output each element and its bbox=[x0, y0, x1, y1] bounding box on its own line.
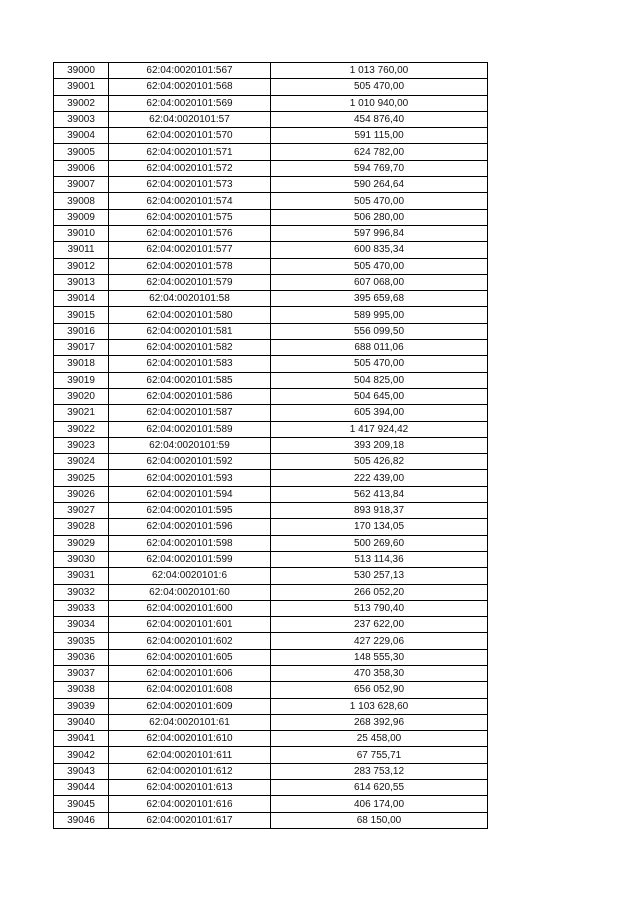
cadastral-number-cell: 62:04:0020101:599 bbox=[109, 551, 271, 567]
cadastral-number-cell: 62:04:0020101:600 bbox=[109, 600, 271, 616]
table-row bbox=[54, 796, 488, 812]
cadastral-number-cell: 62:04:0020101:568 bbox=[109, 79, 271, 95]
table-row bbox=[54, 747, 488, 763]
table-row bbox=[54, 307, 488, 323]
cadastral-number-cell: 62:04:0020101:589 bbox=[109, 421, 271, 437]
cadastral-value-cell: 1 417 924,42 bbox=[271, 421, 488, 437]
cadastral-number-cell: 62:04:0020101:617 bbox=[109, 812, 271, 828]
row-number-cell: 39026 bbox=[54, 486, 109, 502]
cadastral-value-cell: 1 103 628,60 bbox=[271, 698, 488, 714]
cadastral-number-cell: 62:04:0020101:605 bbox=[109, 649, 271, 665]
row-number-cell: 39016 bbox=[54, 323, 109, 339]
table-row bbox=[54, 79, 488, 95]
table-row bbox=[54, 421, 488, 437]
row-number-cell: 39028 bbox=[54, 519, 109, 535]
table-row bbox=[54, 63, 488, 79]
table-row bbox=[54, 584, 488, 600]
cadastral-number-cell: 62:04:0020101:579 bbox=[109, 274, 271, 290]
table-row bbox=[54, 323, 488, 339]
row-number-cell: 39015 bbox=[54, 307, 109, 323]
cadastral-value-cell: 594 769,70 bbox=[271, 160, 488, 176]
table-row bbox=[54, 340, 488, 356]
cadastral-number-cell: 62:04:0020101:602 bbox=[109, 633, 271, 649]
table-row bbox=[54, 780, 488, 796]
cadastral-value-cell: 530 257,13 bbox=[271, 568, 488, 584]
table-row bbox=[54, 600, 488, 616]
row-number-cell: 39022 bbox=[54, 421, 109, 437]
cadastral-number-cell: 62:04:0020101:57 bbox=[109, 111, 271, 127]
cadastral-value-cell: 505 426,82 bbox=[271, 454, 488, 470]
row-number-cell: 39034 bbox=[54, 617, 109, 633]
cadastral-value-cell: 237 622,00 bbox=[271, 617, 488, 633]
cadastral-value-cell: 222 439,00 bbox=[271, 470, 488, 486]
cadastral-value-cell: 893 918,37 bbox=[271, 503, 488, 519]
row-number-cell: 39023 bbox=[54, 437, 109, 453]
cadastral-value-cell: 624 782,00 bbox=[271, 144, 488, 160]
table-row bbox=[54, 356, 488, 372]
table-row bbox=[54, 519, 488, 535]
cadastral-value-cell: 614 620,55 bbox=[271, 780, 488, 796]
cadastral-number-cell: 62:04:0020101:576 bbox=[109, 225, 271, 241]
cadastral-value-cell: 504 645,00 bbox=[271, 388, 488, 404]
row-number-cell: 39005 bbox=[54, 144, 109, 160]
table-row bbox=[54, 763, 488, 779]
cadastral-number-cell: 62:04:0020101:577 bbox=[109, 242, 271, 258]
cadastral-value-cell: 395 659,68 bbox=[271, 291, 488, 307]
row-number-cell: 39018 bbox=[54, 356, 109, 372]
row-number-cell: 39035 bbox=[54, 633, 109, 649]
table-row bbox=[54, 372, 488, 388]
row-number-cell: 39011 bbox=[54, 242, 109, 258]
cadastral-number-cell: 62:04:0020101:581 bbox=[109, 323, 271, 339]
cadastral-value-cell: 148 555,30 bbox=[271, 649, 488, 665]
table-row bbox=[54, 698, 488, 714]
table-row bbox=[54, 95, 488, 111]
cadastral-value-cell: 170 134,05 bbox=[271, 519, 488, 535]
cadastral-value-cell: 513 114,36 bbox=[271, 551, 488, 567]
cadastral-value-cell: 1 013 760,00 bbox=[271, 63, 488, 79]
cadastral-value-cell: 67 755,71 bbox=[271, 747, 488, 763]
cadastral-number-cell: 62:04:0020101:616 bbox=[109, 796, 271, 812]
cadastral-value-cell: 427 229,06 bbox=[271, 633, 488, 649]
cadastral-number-cell: 62:04:0020101:593 bbox=[109, 470, 271, 486]
cadastral-number-cell: 62:04:0020101:609 bbox=[109, 698, 271, 714]
table-row bbox=[54, 209, 488, 225]
cadastral-value-cell: 556 099,50 bbox=[271, 323, 488, 339]
row-number-cell: 39044 bbox=[54, 780, 109, 796]
cadastral-number-cell: 62:04:0020101:598 bbox=[109, 535, 271, 551]
row-number-cell: 39025 bbox=[54, 470, 109, 486]
row-number-cell: 39003 bbox=[54, 111, 109, 127]
cadastral-number-cell: 62:04:0020101:575 bbox=[109, 209, 271, 225]
cadastral-value-cell: 506 280,00 bbox=[271, 209, 488, 225]
cadastral-value-cell: 406 174,00 bbox=[271, 796, 488, 812]
table-row bbox=[54, 454, 488, 470]
cadastral-number-cell: 62:04:0020101:61 bbox=[109, 714, 271, 730]
cadastral-number-cell: 62:04:0020101:586 bbox=[109, 388, 271, 404]
cadastral-number-cell: 62:04:0020101:59 bbox=[109, 437, 271, 453]
row-number-cell: 39045 bbox=[54, 796, 109, 812]
row-number-cell: 39043 bbox=[54, 763, 109, 779]
cadastral-number-cell: 62:04:0020101:578 bbox=[109, 258, 271, 274]
cadastral-number-cell: 62:04:0020101:572 bbox=[109, 160, 271, 176]
cadastral-number-cell: 62:04:0020101:567 bbox=[109, 63, 271, 79]
cadastral-value-cell: 591 115,00 bbox=[271, 128, 488, 144]
cadastral-value-cell: 562 413,84 bbox=[271, 486, 488, 502]
row-number-cell: 39004 bbox=[54, 128, 109, 144]
cadastral-number-cell: 62:04:0020101:606 bbox=[109, 665, 271, 681]
row-number-cell: 39000 bbox=[54, 63, 109, 79]
row-number-cell: 39021 bbox=[54, 405, 109, 421]
cadastral-number-cell: 62:04:0020101:60 bbox=[109, 584, 271, 600]
table-row bbox=[54, 649, 488, 665]
row-number-cell: 39038 bbox=[54, 682, 109, 698]
cadastral-value-cell: 268 392,96 bbox=[271, 714, 488, 730]
row-number-cell: 39019 bbox=[54, 372, 109, 388]
cadastral-number-cell: 62:04:0020101:592 bbox=[109, 454, 271, 470]
cadastral-number-cell: 62:04:0020101:608 bbox=[109, 682, 271, 698]
cadastral-number-cell: 62:04:0020101:583 bbox=[109, 356, 271, 372]
cadastral-value-cell: 393 209,18 bbox=[271, 437, 488, 453]
row-number-cell: 39040 bbox=[54, 714, 109, 730]
table-row bbox=[54, 258, 488, 274]
cadastral-value-cell: 68 150,00 bbox=[271, 812, 488, 828]
cadastral-number-cell: 62:04:0020101:601 bbox=[109, 617, 271, 633]
table-row bbox=[54, 405, 488, 421]
row-number-cell: 39031 bbox=[54, 568, 109, 584]
row-number-cell: 39010 bbox=[54, 225, 109, 241]
row-number-cell: 39036 bbox=[54, 649, 109, 665]
cadastral-value-cell: 589 995,00 bbox=[271, 307, 488, 323]
cadastral-number-cell: 62:04:0020101:612 bbox=[109, 763, 271, 779]
table-row bbox=[54, 714, 488, 730]
cadastral-number-cell: 62:04:0020101:573 bbox=[109, 177, 271, 193]
table-row bbox=[54, 242, 488, 258]
table-row bbox=[54, 617, 488, 633]
cadastral-number-cell: 62:04:0020101:6 bbox=[109, 568, 271, 584]
table-row bbox=[54, 128, 488, 144]
row-number-cell: 39008 bbox=[54, 193, 109, 209]
cadastral-number-cell: 62:04:0020101:613 bbox=[109, 780, 271, 796]
cadastral-value-cell: 505 470,00 bbox=[271, 193, 488, 209]
table-row bbox=[54, 437, 488, 453]
table-row bbox=[54, 225, 488, 241]
cadastral-number-cell: 62:04:0020101:596 bbox=[109, 519, 271, 535]
table-row bbox=[54, 388, 488, 404]
table-row bbox=[54, 665, 488, 681]
cadastral-value-cell: 513 790,40 bbox=[271, 600, 488, 616]
table-row bbox=[54, 160, 488, 176]
row-number-cell: 39002 bbox=[54, 95, 109, 111]
row-number-cell: 39017 bbox=[54, 340, 109, 356]
row-number-cell: 39033 bbox=[54, 600, 109, 616]
row-number-cell: 39013 bbox=[54, 274, 109, 290]
cadastral-value-cell: 688 011,06 bbox=[271, 340, 488, 356]
row-number-cell: 39027 bbox=[54, 503, 109, 519]
row-number-cell: 39042 bbox=[54, 747, 109, 763]
row-number-cell: 39024 bbox=[54, 454, 109, 470]
table-row bbox=[54, 111, 488, 127]
table-row bbox=[54, 193, 488, 209]
table-row bbox=[54, 568, 488, 584]
cadastral-number-cell: 62:04:0020101:585 bbox=[109, 372, 271, 388]
cadastral-value-cell: 590 264,64 bbox=[271, 177, 488, 193]
cadastral-number-cell: 62:04:0020101:610 bbox=[109, 731, 271, 747]
row-number-cell: 39041 bbox=[54, 731, 109, 747]
cadastral-number-cell: 62:04:0020101:570 bbox=[109, 128, 271, 144]
table-row bbox=[54, 291, 488, 307]
row-number-cell: 39037 bbox=[54, 665, 109, 681]
cadastral-number-cell: 62:04:0020101:569 bbox=[109, 95, 271, 111]
cadastral-value-cell: 25 458,00 bbox=[271, 731, 488, 747]
cadastral-value-cell: 607 068,00 bbox=[271, 274, 488, 290]
row-number-cell: 39001 bbox=[54, 79, 109, 95]
row-number-cell: 39014 bbox=[54, 291, 109, 307]
cadastral-value-cell: 500 269,60 bbox=[271, 535, 488, 551]
cadastral-number-cell: 62:04:0020101:574 bbox=[109, 193, 271, 209]
table-row bbox=[54, 812, 488, 828]
cadastral-number-cell: 62:04:0020101:611 bbox=[109, 747, 271, 763]
row-number-cell: 39009 bbox=[54, 209, 109, 225]
cadastral-value-cell: 504 825,00 bbox=[271, 372, 488, 388]
cadastral-number-cell: 62:04:0020101:580 bbox=[109, 307, 271, 323]
table-body bbox=[54, 63, 488, 829]
table-row bbox=[54, 177, 488, 193]
table-row bbox=[54, 731, 488, 747]
cadastral-value-cell: 600 835,34 bbox=[271, 242, 488, 258]
row-number-cell: 39007 bbox=[54, 177, 109, 193]
row-number-cell: 39029 bbox=[54, 535, 109, 551]
cadastral-number-cell: 62:04:0020101:595 bbox=[109, 503, 271, 519]
cadastral-number-cell: 62:04:0020101:594 bbox=[109, 486, 271, 502]
cadastral-value-cell: 1 010 940,00 bbox=[271, 95, 488, 111]
table-row bbox=[54, 503, 488, 519]
table-row bbox=[54, 486, 488, 502]
cadastral-number-cell: 62:04:0020101:582 bbox=[109, 340, 271, 356]
row-number-cell: 39020 bbox=[54, 388, 109, 404]
cadastral-value-cell: 605 394,00 bbox=[271, 405, 488, 421]
table-row bbox=[54, 274, 488, 290]
table-row bbox=[54, 144, 488, 160]
cadastral-value-cell: 505 470,00 bbox=[271, 79, 488, 95]
cadastral-value-cell: 266 052,20 bbox=[271, 584, 488, 600]
cadastral-value-cell: 505 470,00 bbox=[271, 258, 488, 274]
table-row bbox=[54, 633, 488, 649]
cadastral-value-cell: 656 052,90 bbox=[271, 682, 488, 698]
row-number-cell: 39039 bbox=[54, 698, 109, 714]
table-row bbox=[54, 535, 488, 551]
row-number-cell: 39012 bbox=[54, 258, 109, 274]
cadastral-value-cell: 470 358,30 bbox=[271, 665, 488, 681]
cadastral-number-cell: 62:04:0020101:58 bbox=[109, 291, 271, 307]
cadastral-value-cell: 505 470,00 bbox=[271, 356, 488, 372]
cadastral-value-table bbox=[53, 62, 488, 829]
table-row bbox=[54, 551, 488, 567]
table-row bbox=[54, 470, 488, 486]
row-number-cell: 39030 bbox=[54, 551, 109, 567]
row-number-cell: 39032 bbox=[54, 584, 109, 600]
cadastral-value-cell: 597 996,84 bbox=[271, 225, 488, 241]
row-number-cell: 39046 bbox=[54, 812, 109, 828]
table-row bbox=[54, 682, 488, 698]
cadastral-number-cell: 62:04:0020101:587 bbox=[109, 405, 271, 421]
cadastral-value-cell: 283 753,12 bbox=[271, 763, 488, 779]
cadastral-value-cell: 454 876,40 bbox=[271, 111, 488, 127]
cadastral-number-cell: 62:04:0020101:571 bbox=[109, 144, 271, 160]
row-number-cell: 39006 bbox=[54, 160, 109, 176]
